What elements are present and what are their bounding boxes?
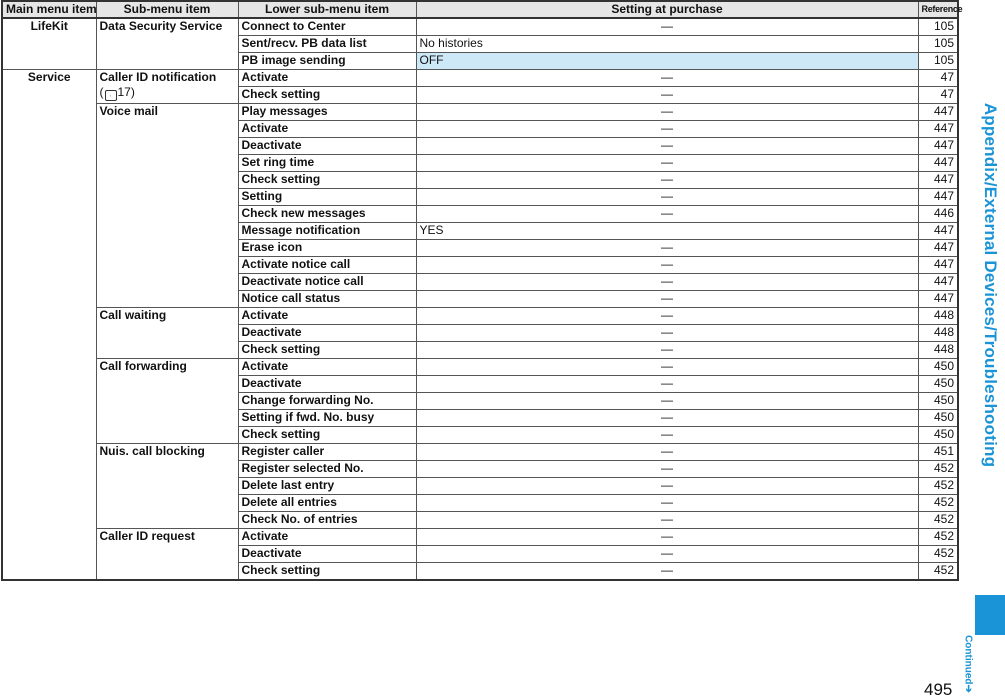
setting-value: — <box>416 376 918 393</box>
col-header-sub: Sub-menu item <box>96 1 238 18</box>
sub-menu-caller-id-notification <box>96 70 238 104</box>
setting-value: — <box>416 87 918 104</box>
sub-menu-call-forwarding: Call forwarding <box>96 359 238 444</box>
lower-item: Play messages <box>238 104 416 121</box>
lower-item: Register caller <box>238 444 416 461</box>
page-number: 495 <box>924 680 953 699</box>
reference-page: 448 <box>918 342 958 359</box>
lower-item: Deactivate <box>238 546 416 563</box>
setting-value: — <box>416 444 918 461</box>
reference-page: 447 <box>918 121 958 138</box>
lower-item: Activate <box>238 359 416 376</box>
reference-page: 450 <box>918 410 958 427</box>
sub-menu-nuis-call-blocking: Nuis. call blocking <box>96 444 238 529</box>
setting-value: — <box>416 257 918 274</box>
reference-page: 447 <box>918 274 958 291</box>
setting-value: — <box>416 104 918 121</box>
reference-page: 447 <box>918 223 958 240</box>
lower-item: Check setting <box>238 87 416 104</box>
reference-page: 105 <box>918 36 958 53</box>
setting-value: — <box>416 155 918 172</box>
setting-value: — <box>416 461 918 478</box>
setting-value: — <box>416 563 918 581</box>
sub-menu-caller-id-request: Caller ID request <box>96 529 238 581</box>
reference-page: 105 <box>918 53 958 70</box>
reference-page: 447 <box>918 138 958 155</box>
lower-item: Erase icon <box>238 240 416 257</box>
col-header-setting: Setting at purchase <box>416 1 918 18</box>
table-row <box>2 308 958 325</box>
reference-page: 451 <box>918 444 958 461</box>
lower-item: Check setting <box>238 342 416 359</box>
page-ref-number: 17) <box>117 85 135 99</box>
reference-page: 447 <box>918 291 958 308</box>
lower-item: Change forwarding No. <box>238 393 416 410</box>
sub-menu-data-security: Data Security Service <box>96 18 238 70</box>
lower-item: Activate <box>238 308 416 325</box>
reference-page: 47 <box>918 70 958 87</box>
setting-value: — <box>416 308 918 325</box>
lower-item: Deactivate <box>238 138 416 155</box>
reference-page: 447 <box>918 189 958 206</box>
lower-item: Notice call status <box>238 291 416 308</box>
section-marker-bar <box>975 595 1005 635</box>
reference-page: 450 <box>918 393 958 410</box>
reference-page: 452 <box>918 478 958 495</box>
reference-page: 452 <box>918 512 958 529</box>
setting-value: No histories <box>416 36 918 53</box>
sub-menu-voice-mail: Voice mail <box>96 104 238 308</box>
setting-value: — <box>416 240 918 257</box>
setting-value: — <box>416 359 918 376</box>
table-row <box>2 18 958 36</box>
lower-item: Check new messages <box>238 206 416 223</box>
lower-item: Activate <box>238 70 416 87</box>
table-row <box>2 444 958 461</box>
main-menu-lifekit: LifeKit <box>2 18 96 70</box>
reference-page: 452 <box>918 461 958 478</box>
table-row <box>2 359 958 376</box>
reference-page: 105 <box>918 18 958 36</box>
reference-page: 446 <box>918 206 958 223</box>
lower-item: Activate <box>238 529 416 546</box>
col-header-lower: Lower sub-menu item <box>238 1 416 18</box>
memo-icon: ▫ <box>105 90 117 101</box>
reference-page: 448 <box>918 308 958 325</box>
lower-item: Setting <box>238 189 416 206</box>
setting-value: — <box>416 410 918 427</box>
lower-item: Deactivate <box>238 325 416 342</box>
lower-item: Sent/recv. PB data list <box>238 36 416 53</box>
sub-menu-page-ref <box>100 85 135 99</box>
lower-item: Message notification <box>238 223 416 240</box>
setting-value: — <box>416 291 918 308</box>
table-row <box>2 104 958 121</box>
setting-value: — <box>416 18 918 36</box>
main-menu-service: Service <box>2 70 96 581</box>
setting-value: — <box>416 478 918 495</box>
col-header-main: Main menu item <box>2 1 96 18</box>
setting-value: — <box>416 393 918 410</box>
setting-value: — <box>416 529 918 546</box>
setting-value: — <box>416 70 918 87</box>
sub-menu-label: Caller ID notification <box>99 70 217 84</box>
lower-item: Activate <box>238 121 416 138</box>
continued-label <box>963 635 974 693</box>
setting-value: — <box>416 121 918 138</box>
setting-value: — <box>416 172 918 189</box>
reference-page: 452 <box>918 529 958 546</box>
continued-arrow-icon: ➔ <box>962 684 974 693</box>
setting-value: YES <box>416 223 918 240</box>
open-paren: ( <box>99 85 104 99</box>
lower-item: Check setting <box>238 563 416 581</box>
reference-page: 450 <box>918 359 958 376</box>
section-title: Appendix/External Devices/Troubleshooting <box>981 102 1000 468</box>
lower-item: Check setting <box>238 427 416 444</box>
lower-item: Delete last entry <box>238 478 416 495</box>
reference-page: 450 <box>918 376 958 393</box>
lower-item: Deactivate notice call <box>238 274 416 291</box>
lower-item: Register selected No. <box>238 461 416 478</box>
setting-value: — <box>416 495 918 512</box>
reference-page: 450 <box>918 427 958 444</box>
setting-value-highlighted: OFF <box>416 53 918 70</box>
table-row <box>2 70 958 87</box>
reference-page: 452 <box>918 546 958 563</box>
table-row <box>2 529 958 546</box>
setting-value: — <box>416 274 918 291</box>
reference-page: 452 <box>918 563 958 581</box>
lower-item: Check No. of entries <box>238 512 416 529</box>
lower-item: Setting if fwd. No. busy <box>238 410 416 427</box>
reference-page: 447 <box>918 240 958 257</box>
setting-value: — <box>416 342 918 359</box>
col-header-reference: Reference <box>918 1 958 18</box>
setting-value: — <box>416 325 918 342</box>
reference-page: 447 <box>918 172 958 189</box>
setting-value: — <box>416 512 918 529</box>
menu-table <box>1 0 963 581</box>
setting-value: — <box>416 189 918 206</box>
setting-value: — <box>416 427 918 444</box>
lower-item: Set ring time <box>238 155 416 172</box>
lower-item: Activate notice call <box>238 257 416 274</box>
lower-item: PB image sending <box>238 53 416 70</box>
setting-value: — <box>416 138 918 155</box>
reference-page: 447 <box>918 104 958 121</box>
reference-page: 447 <box>918 257 958 274</box>
reference-page: 47 <box>918 87 958 104</box>
lower-item: Deactivate <box>238 376 416 393</box>
reference-page: 448 <box>918 325 958 342</box>
continued-text: Continued <box>962 635 974 685</box>
setting-value: — <box>416 546 918 563</box>
lower-item: Connect to Center <box>238 18 416 36</box>
table-header-row <box>2 1 958 18</box>
reference-page: 447 <box>918 155 958 172</box>
lower-item: Check setting <box>238 172 416 189</box>
reference-page: 452 <box>918 495 958 512</box>
sub-menu-call-waiting: Call waiting <box>96 308 238 359</box>
lower-item: Delete all entries <box>238 495 416 512</box>
setting-value: — <box>416 206 918 223</box>
